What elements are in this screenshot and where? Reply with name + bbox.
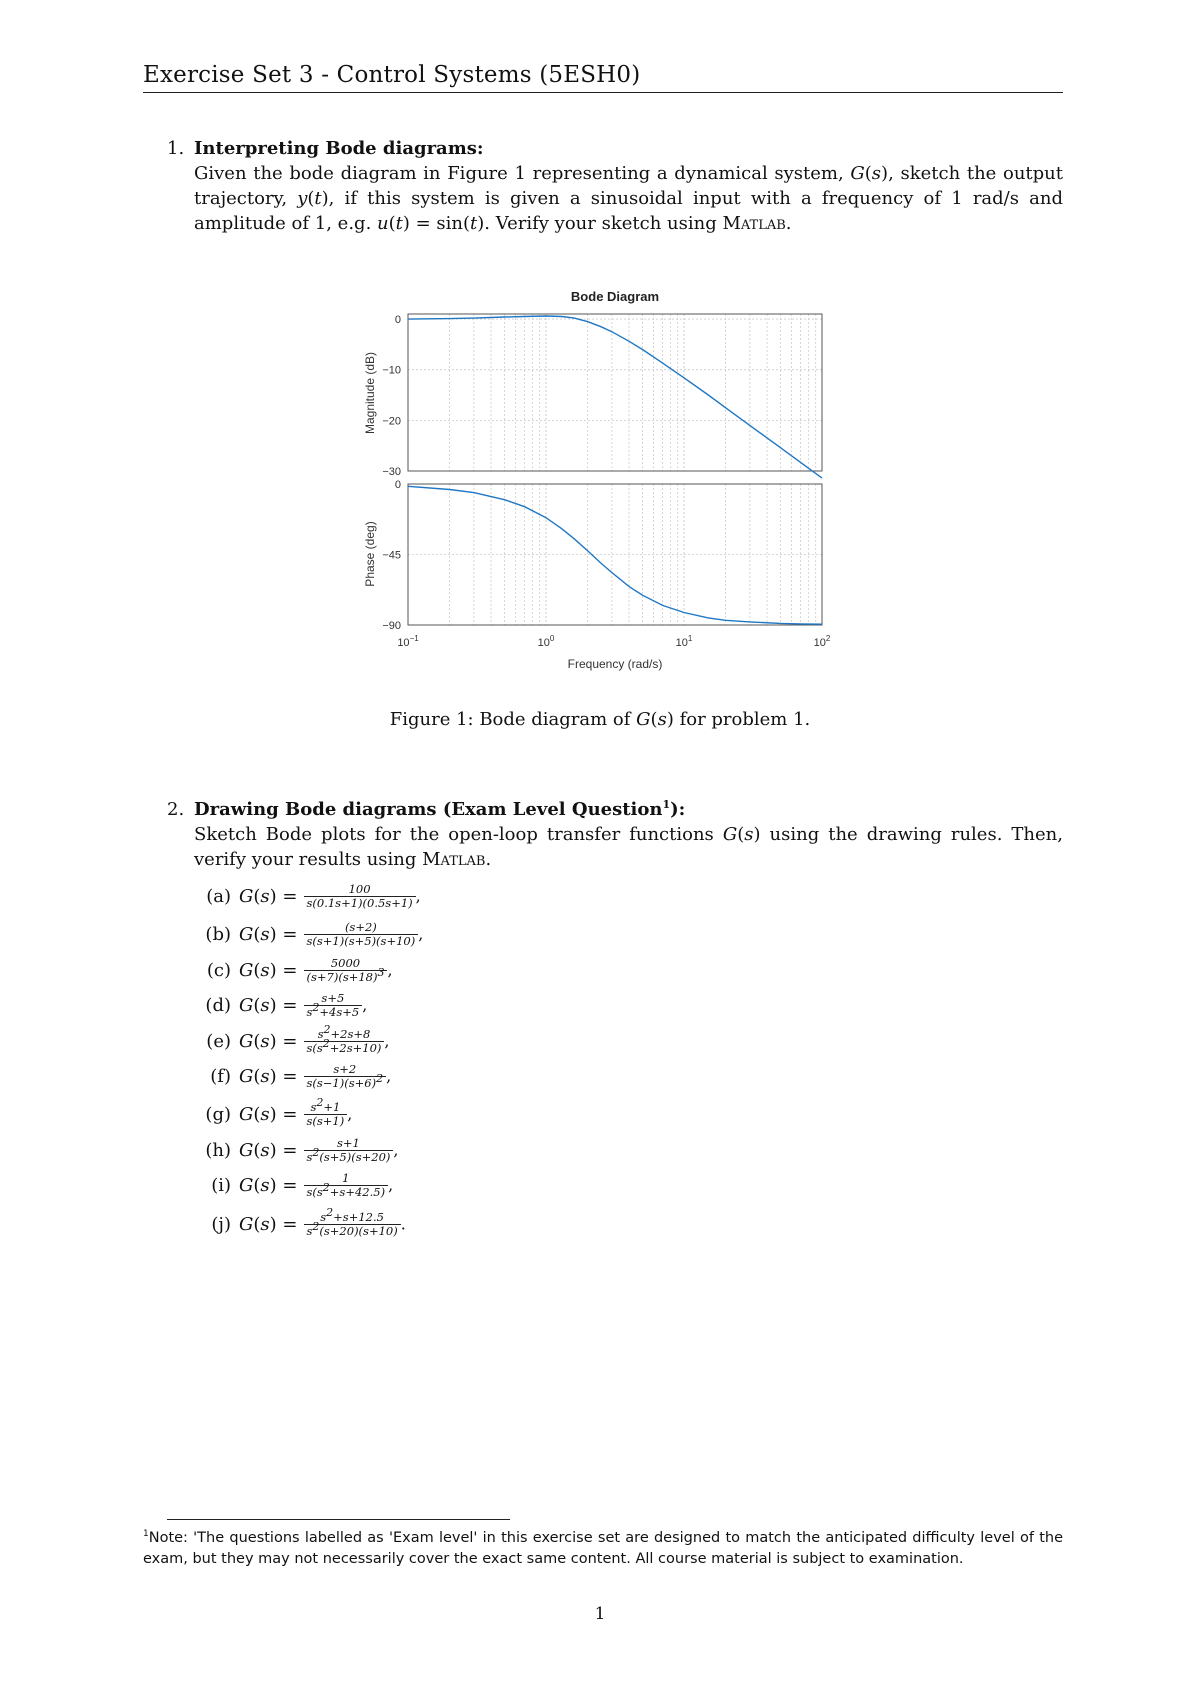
footnote-rule [167,1519,510,1520]
fraction [304,957,388,984]
magnitude-tick-label: −30 [382,466,401,478]
fraction [304,1206,401,1238]
transfer-function-item [195,921,423,957]
fraction [304,883,416,910]
transfer-function-item [195,883,421,919]
item-label: (i) [211,1174,231,1196]
magnitude-axes-frame [408,314,822,471]
denominator: $s(s-1)(s+6)^2$ [304,1076,387,1090]
item-punctuation: . [400,1214,406,1234]
transfer-function-item [195,1206,406,1247]
item-lhs: G(s) = [239,994,298,1016]
item-lhs: G(s) = [239,1030,298,1052]
fraction [304,1137,394,1164]
transfer-function-item [195,1063,391,1099]
numerator: $s^2+1$ [310,1096,341,1114]
problem-2-title: Drawing Bode diagrams (Exam Level Question$^1$): [194,798,686,820]
phase-series-line [408,486,822,624]
fraction [304,1172,389,1199]
denominator: s(0.1s+1)(0.5s+1) [304,896,416,910]
frequency-tick-label: $10^{-1}$ [397,634,419,649]
numerator: $s^2+s+12.5$ [320,1206,384,1224]
item-label: (a) [206,885,231,907]
frequency-axis-label: Frequency (rad/s) [567,657,663,671]
frequency-tick-label: $10^1$ [675,634,693,649]
transfer-function-item [195,1023,390,1064]
item-punctuation: , [418,924,424,944]
denominator: $s^2(s+5)(s+20)$ [304,1150,394,1164]
numerator: s+5 [321,991,345,1005]
item-punctuation: , [386,1066,392,1086]
numerator: s+1 [337,1136,360,1150]
page-number: 1 [594,1604,606,1624]
transfer-function-item [195,1096,353,1137]
denominator: $(s+7)(s+18)^3$ [304,970,388,984]
fraction [304,1023,385,1055]
phase-tick-label: −45 [382,549,401,562]
phase-tick-label: −90 [382,620,401,632]
denominator: $s^2+4s+5$ [304,1005,363,1019]
numerator: 100 [348,882,371,896]
item-lhs: G(s) = [239,1139,298,1161]
numerator: s+2 [333,1062,357,1076]
bode-diagram-chart [355,284,855,684]
numerator: 1 [342,1171,350,1185]
item-lhs: G(s) = [239,885,298,907]
bode-figure [355,284,855,684]
transfer-function-item [195,992,367,1028]
footnote-text: Note: 'The questions labelled as 'Exam level' in this exercise set are designed to match the anticipated difficulty level of the exam, but they may not necessarily cover the exact same content. All course material is subject to examination. [143,1529,1063,1567]
problem-2-number: 2. [167,799,185,820]
numerator: $s^2+2s+8$ [317,1023,371,1041]
item-label: (e) [206,1030,231,1052]
fraction [304,1063,387,1090]
frequency-tick-label: $10^2$ [813,634,831,649]
item-punctuation: , [384,1031,390,1051]
page-title: Exercise Set 3 - Control Systems (5ESH0) [143,62,641,88]
item-punctuation: , [388,1175,394,1195]
problem-1-title: Interpreting Bode diagrams: [194,138,484,159]
problem-2-text: Sketch Bode plots for the open-loop transfer functions G(s) using the drawing rules. Then, verify your results using Matlab. [194,824,1063,870]
denominator: s(s+1)(s+5)(s+10) [304,934,419,948]
numerator: (s+2) [344,920,377,934]
figure-caption [0,709,1200,730]
item-lhs: G(s) = [239,1213,298,1235]
fraction [304,921,419,948]
transfer-function-item [195,1137,398,1173]
phase-tick-label: 0 [394,479,401,491]
page-header [143,62,1063,93]
magnitude-tick-label: −20 [382,415,401,428]
problem-1-number: 1. [167,138,185,159]
transfer-function-item [195,957,393,993]
item-label: (h) [205,1139,231,1161]
item-punctuation: , [415,886,421,906]
item-punctuation: , [387,960,393,980]
numerator: 5000 [330,956,361,970]
phase-axes-frame [408,484,822,625]
item-label: (b) [205,923,231,945]
footnote-mark: 1 [143,1529,149,1539]
denominator: $s(s^2+2s+10)$ [304,1041,385,1055]
frequency-tick-label: $10^0$ [537,634,555,649]
item-punctuation: , [347,1104,353,1124]
item-label: (d) [205,994,231,1016]
item-punctuation: , [393,1140,399,1160]
fraction [304,992,363,1019]
phase-axis-label: Phase (deg) [363,521,377,587]
item-lhs: G(s) = [239,1065,298,1087]
magnitude-axis-label: Magnitude (dB) [363,351,377,435]
item-lhs: G(s) = [239,959,298,981]
denominator: s(s+1) [304,1114,348,1128]
item-label: (f) [210,1065,231,1087]
magnitude-tick-label: −10 [382,364,401,377]
magnitude-series-line [408,316,822,478]
chart-title: Bode Diagram [570,289,660,304]
item-label: (c) [206,959,231,981]
item-punctuation: , [362,995,368,1015]
footnote [143,1524,1063,1570]
denominator: $s(s^2+s+42.5)$ [304,1185,389,1199]
denominator: $s^2(s+20)(s+10)$ [304,1224,401,1238]
item-lhs: G(s) = [239,923,298,945]
figure-caption-text: Figure 1: Bode diagram of G(s) for problem 1. [389,709,811,730]
problem-1-text: Given the bode diagram in Figure 1 representing a dynamical system, G(s), sketch the output trajectory, y(t), if this system is given a sinusoidal input with a frequency of 1 rad/s and amplitude of 1, e.g. u(t) = sin(t). Verify your sketch using Matlab. [194,163,1063,234]
transfer-function-item [195,1172,393,1208]
magnitude-tick-label: 0 [394,314,401,327]
item-lhs: G(s) = [239,1103,298,1125]
item-lhs: G(s) = [239,1174,298,1196]
item-label: (j) [211,1213,231,1235]
fraction [304,1096,348,1128]
item-label: (g) [205,1103,231,1125]
